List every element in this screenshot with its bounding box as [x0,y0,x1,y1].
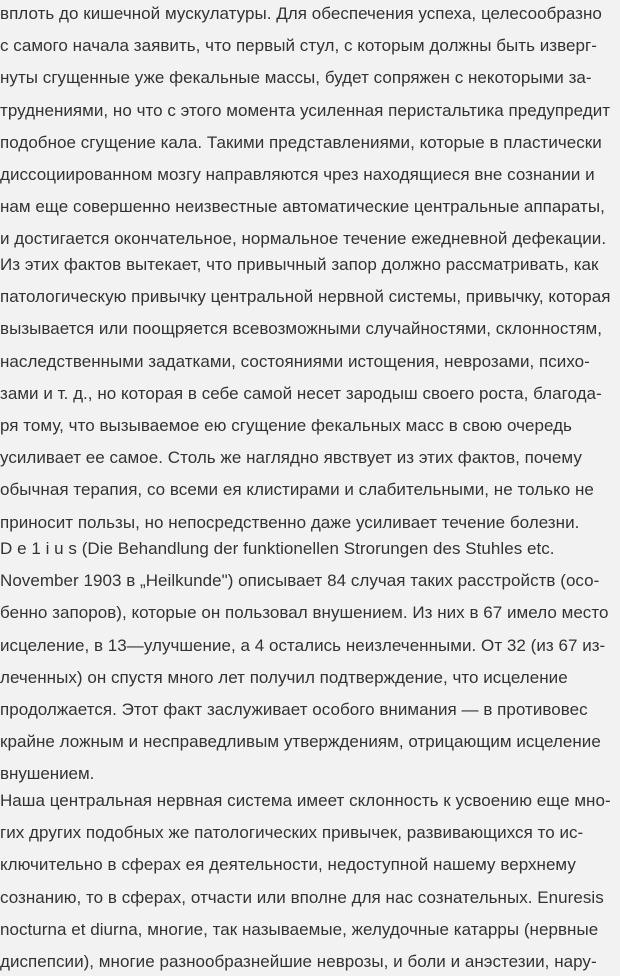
text-line: Наша центральная нервная система имеет склонность к усвоению еще мно- [0,791,611,810]
text-line: диссоциированном мозгу направляются чрез находящиеся вне сознании и [0,164,595,184]
paragraph-3 [0,533,620,791]
text-line: патологическую привычку центральной нервной системы, привычку, которая [0,287,611,307]
text-line: крайне ложным и несправедливым утверждениям, отрицающим исцеление [0,732,601,752]
text-line: ря тому, что вызываемое ею сгущение фекальных масс в свою очередь [0,415,572,435]
text-line: обычная терапия, со всеми ея клистирами и слабительными, не только не [0,480,594,500]
text-line: усиливает ее самое. Столь же наглядно явствует из этих фактов, почему [0,448,582,468]
text-line: ключительно в сферах ея деятельности, недоступной нашему верхнему [0,855,576,875]
text-line: сознанию, то в сферах, отчасти или вполне для нас сознательных. Enuresis [0,887,604,907]
text-line: Из этих фактов вытекает, что привычный запор должно рассматривать, как [0,255,599,274]
text-line: с самого начала заявить, что первый стул, с которым должны быть изверг- [0,36,597,56]
text-line: и достигается окончательное, нормальное течение ежедневной дефекации. [0,229,607,249]
text-line: бенно запоров), которые он пользовал внушением. Из них в 67 имело место [0,603,609,623]
text-line: нам еще совершенно неизвестные автоматические центральные аппараты, [0,197,605,217]
text-line: nocturna et diurna, многие, так называемые, желудочные катарры (нервные [0,919,599,939]
text-line: гих других подобных же патологических привычек, развивающихся то ис- [0,823,584,843]
text-line: наследственными задатками, состояниями истощения, неврозами, психо- [0,351,590,371]
text-line: леченных) он спустя много лет получил подтверждение, что исцеление [0,667,568,687]
text-line: вплоть до кишечной мускулатуры. Для обеспечения успеха, целесообразно [0,4,602,23]
text-line: зами и т. д., но которая в себе самой несет зародыш своего роста, благода- [0,383,602,403]
text-line: вызывается или поощряется всевозможными случайностями, склонностям, [0,319,602,339]
text-line: продолжается. Этот факт заслуживает особого внимания — в противовес [0,699,588,719]
text-line: труднениями, но что с этого момента усиленная перистальтика предупредит [0,100,611,120]
text-line: исцеление, в 13—улучшение, а 4 остались неизлеченными. От 32 (из 67 из- [0,635,606,655]
text-line: внушением. [0,764,95,784]
text-line: подобное сгущение кала. Такими представлениями, которые в пластически [0,132,602,152]
paragraph-4 [0,785,620,976]
text-line: приносит пользы, но непосредственно даже усиливает течение болезни. [0,512,580,532]
text-line: November 1903 в „Heilkunde") описывает 84 случая таких расстройств (осо- [0,571,600,591]
text-line: диспепсии), многие разнообразнейшие неврозы, и боли и анэстезии, нару- [0,951,597,971]
text-line: D e 1 i u s (Die Behandlung der funktionellen Strorungen des Stuhles etc. [0,539,555,558]
paragraph-2 [0,249,620,539]
paragraph-1 [0,0,620,256]
text-line: нуты сгущенные уже фекальные массы, будет сопряжен с некоторыми за- [0,68,592,88]
